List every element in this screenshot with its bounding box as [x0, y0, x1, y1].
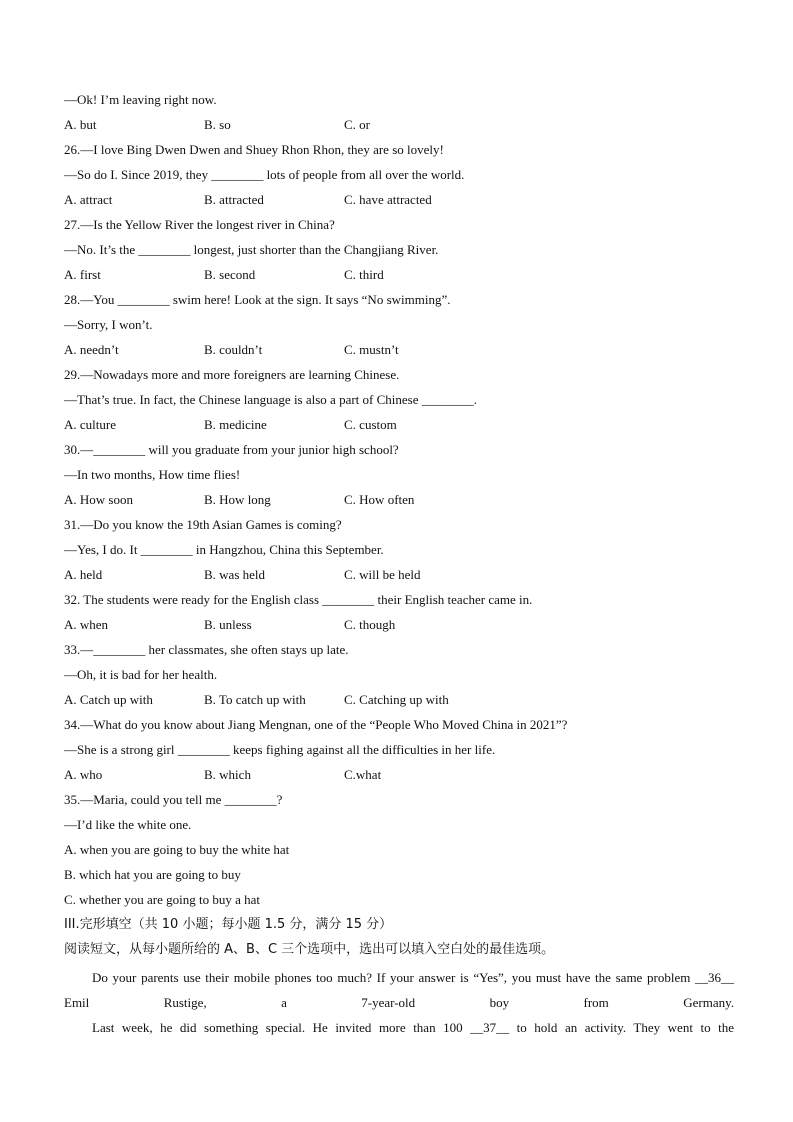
option-b: B. unless — [204, 617, 252, 632]
question-31: 31.—Do you know the 19th Asian Games is coming? — [64, 517, 342, 532]
answer-options — [64, 265, 734, 290]
answer-options — [64, 615, 734, 640]
section-heading: III.完形填空（共 10 小题；每小题 1.5 分，满分 15 分） — [64, 917, 393, 932]
option-b: B. which hat you are going to buy — [64, 867, 241, 882]
option-a: A. How soon — [64, 492, 133, 507]
option-c: C. will be held — [344, 567, 421, 582]
dialogue-line: —So do I. Since 2019, they ________ lots of people from all over the world. — [64, 167, 465, 182]
option-b: B. which — [204, 767, 251, 782]
question-34: 34.—What do you know about Jiang Mengnan, one of the “People Who Moved China in 2021”? — [64, 717, 568, 732]
option-b: B. medicine — [204, 417, 267, 432]
option-a: A. needn’t — [64, 342, 119, 357]
option-a: A. when you are going to buy the white hat — [64, 842, 290, 857]
question-27: 27.—Is the Yellow River the longest river in China? — [64, 217, 335, 232]
option-c: C. have attracted — [344, 192, 432, 207]
question-32: 32. The students were ready for the English class ________ their English teacher came in. — [64, 592, 533, 607]
option-a: A. when — [64, 617, 109, 632]
answer-options — [64, 490, 734, 515]
dialogue-line: —Sorry, I won’t. — [64, 317, 153, 332]
option-b: B. To catch up with — [204, 692, 306, 707]
option-c: C. third — [344, 267, 384, 282]
dialogue-line: —I’d like the white one. — [64, 817, 192, 832]
dialogue-line: —That’s true. In fact, the Chinese language is also a part of Chinese ________. — [64, 392, 478, 407]
dialogue-line: —Oh, it is bad for her health. — [64, 667, 218, 682]
section-instructions: 阅读短文，从每小题所给的 A、B、C 三个选项中，选出可以填入空白处的最佳选项。 — [64, 942, 555, 957]
option-b: B. couldn’t — [204, 342, 263, 357]
answer-options — [64, 565, 734, 590]
option-a: A. held — [64, 567, 103, 582]
answer-options — [64, 115, 734, 140]
option-b: B. second — [204, 267, 256, 282]
option-b: B. was held — [204, 567, 266, 582]
question-35: 35.—Maria, could you tell me ________? — [64, 792, 283, 807]
dialogue-line: —No. It’s the ________ longest, just shorter than the Changjiang River. — [64, 242, 439, 257]
passage-paragraph: Last week, he did something special. He invited more than 100 __37__ to hold an activity. They went to the — [92, 1020, 734, 1035]
option-c: C. Catching up with — [344, 692, 449, 707]
option-c: C. whether you are going to buy a hat — [64, 892, 261, 907]
option-b: B. so — [204, 117, 231, 132]
option-a: A. but — [64, 117, 97, 132]
option-c: C. or — [344, 117, 370, 132]
question-26: 26.—I love Bing Dwen Dwen and Shuey Rhon Rhon, they are so lovely! — [64, 142, 444, 157]
option-a: A. culture — [64, 417, 116, 432]
answer-options — [64, 690, 734, 715]
option-b: B. How long — [204, 492, 271, 507]
option-c: C. mustn’t — [344, 342, 399, 357]
option-b: B. attracted — [204, 192, 264, 207]
option-a: A. attract — [64, 192, 113, 207]
answer-options — [64, 340, 734, 365]
answer-options — [64, 190, 734, 215]
option-c: C. though — [344, 617, 396, 632]
option-a: A. who — [64, 767, 103, 782]
exam-page — [64, 90, 734, 1040]
option-a: A. first — [64, 267, 101, 282]
dialogue-line: —She is a strong girl ________ keeps fighing against all the difficulties in her life. — [64, 742, 496, 757]
option-c: C. custom — [344, 417, 397, 432]
question-33: 33.—________ her classmates, she often stays up late. — [64, 642, 349, 657]
question-28: 28.—You ________ swim here! Look at the sign. It says “No swimming”. — [64, 292, 451, 307]
option-c: C. How often — [344, 492, 415, 507]
question-29: 29.—Nowadays more and more foreigners are learning Chinese. — [64, 367, 400, 382]
option-a: A. Catch up with — [64, 692, 153, 707]
answer-options — [64, 415, 734, 440]
option-c: C.what — [344, 767, 382, 782]
question-30: 30.—________ will you graduate from your junior high school? — [64, 442, 399, 457]
passage-paragraph: Do your parents use their mobile phones too much? If your answer is “Yes”, you must have the same problem __36__ Emil Rustige, a 7-year-old boy from Germany. — [64, 970, 734, 1010]
answer-options — [64, 765, 734, 790]
dialogue-line: —In two months, How time flies! — [64, 467, 241, 482]
dialogue-line: —Yes, I do. It ________ in Hangzhou, China this September. — [64, 542, 384, 557]
dialogue-line: —Ok! I’m leaving right now. — [64, 92, 217, 107]
